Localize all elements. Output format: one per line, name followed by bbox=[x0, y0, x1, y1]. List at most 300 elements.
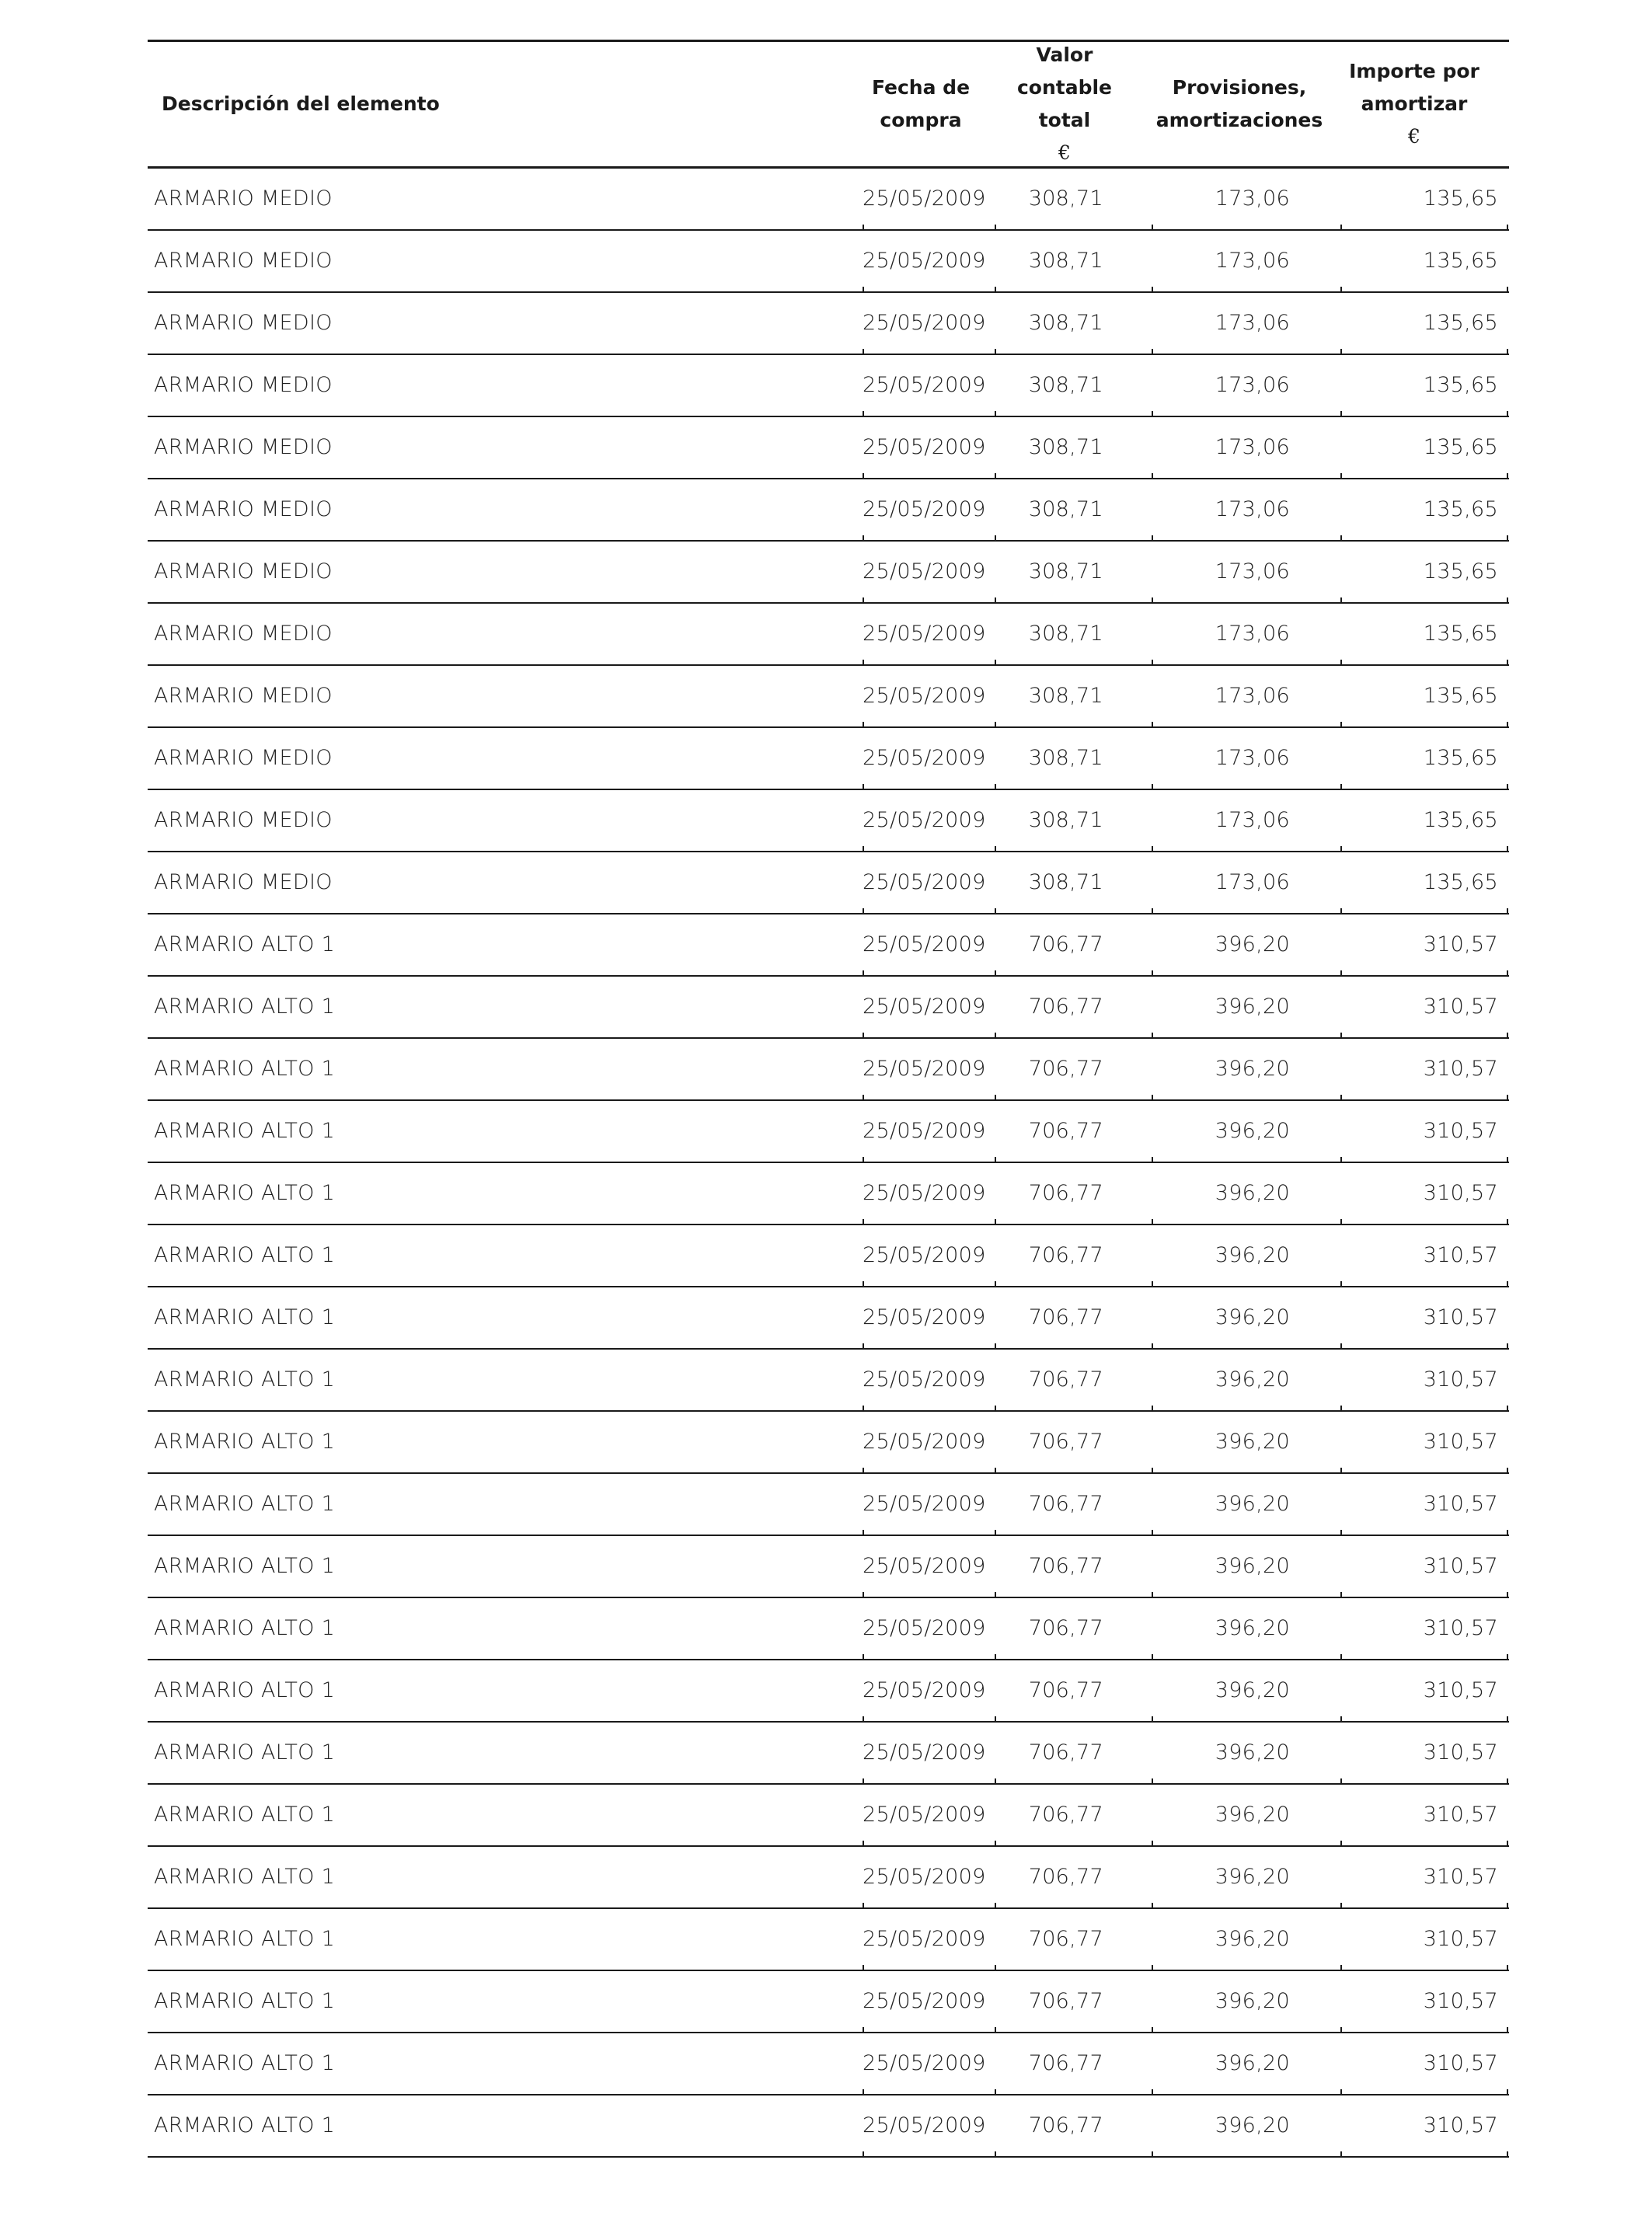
column-tick bbox=[863, 1841, 864, 1847]
row-purchase-date: 25/05/2009 bbox=[863, 1865, 986, 1889]
row-to-amortize: 310,57 bbox=[1423, 995, 1498, 1019]
row-book-value: 706,77 bbox=[1028, 1865, 1103, 1889]
column-tick bbox=[863, 784, 864, 790]
row-to-amortize: 310,57 bbox=[1423, 1119, 1498, 1143]
table-row bbox=[148, 1847, 1509, 1909]
row-description: ARMARIO ALTO 1 bbox=[154, 1927, 336, 1951]
table-row bbox=[148, 355, 1509, 417]
column-tick bbox=[1340, 1716, 1342, 1723]
row-to-amortize: 135,65 bbox=[1423, 622, 1498, 646]
table-row bbox=[148, 231, 1509, 293]
column-tick bbox=[1507, 1343, 1508, 1350]
row-book-value: 308,71 bbox=[1028, 684, 1103, 708]
column-tick bbox=[863, 1406, 864, 1412]
column-tick bbox=[995, 225, 996, 231]
table-row bbox=[148, 604, 1509, 666]
header-provisions-line1: Provisiones, bbox=[1172, 76, 1307, 99]
row-purchase-date: 25/05/2009 bbox=[863, 1678, 986, 1702]
column-tick bbox=[1152, 1343, 1153, 1350]
row-description: ARMARIO ALTO 1 bbox=[154, 1367, 336, 1392]
row-description: ARMARIO MEDIO bbox=[154, 808, 333, 832]
table-row bbox=[148, 293, 1509, 355]
row-purchase-date: 25/05/2009 bbox=[863, 186, 986, 211]
table-row bbox=[148, 1660, 1509, 1723]
column-tick bbox=[1507, 1778, 1508, 1785]
column-tick bbox=[863, 970, 864, 977]
row-book-value: 308,71 bbox=[1028, 373, 1103, 397]
column-tick bbox=[1507, 1654, 1508, 1660]
column-tick bbox=[995, 1219, 996, 1225]
column-tick bbox=[1340, 411, 1342, 417]
table-body bbox=[148, 169, 1509, 2158]
row-to-amortize: 310,57 bbox=[1423, 1367, 1498, 1392]
column-tick bbox=[995, 1716, 996, 1723]
table-row bbox=[148, 542, 1509, 604]
column-tick bbox=[863, 2151, 864, 2158]
row-book-value: 706,77 bbox=[1028, 1989, 1103, 2013]
row-book-value: 308,71 bbox=[1028, 746, 1103, 770]
row-to-amortize: 310,57 bbox=[1423, 1057, 1498, 1081]
row-purchase-date: 25/05/2009 bbox=[863, 373, 986, 397]
row-book-value: 308,71 bbox=[1028, 249, 1103, 273]
column-tick bbox=[1340, 1778, 1342, 1785]
table-row bbox=[148, 1101, 1509, 1163]
column-tick bbox=[1152, 1406, 1153, 1412]
column-tick bbox=[863, 597, 864, 604]
row-purchase-date: 25/05/2009 bbox=[863, 1305, 986, 1329]
row-to-amortize: 310,57 bbox=[1423, 1740, 1498, 1764]
column-tick bbox=[1152, 225, 1153, 231]
table-header bbox=[148, 42, 1509, 169]
row-description: ARMARIO MEDIO bbox=[154, 559, 333, 584]
column-tick bbox=[995, 349, 996, 355]
header-provisions-line2: amortizaciones bbox=[1155, 109, 1323, 131]
row-description: ARMARIO ALTO 1 bbox=[154, 1243, 336, 1267]
row-book-value: 308,71 bbox=[1028, 559, 1103, 584]
row-description: ARMARIO MEDIO bbox=[154, 684, 333, 708]
column-tick bbox=[1340, 1219, 1342, 1225]
column-tick bbox=[1340, 660, 1342, 666]
row-book-value: 308,71 bbox=[1028, 870, 1103, 894]
column-tick bbox=[1340, 1406, 1342, 1412]
column-tick bbox=[1152, 535, 1153, 542]
row-book-value: 706,77 bbox=[1028, 1243, 1103, 1267]
column-tick bbox=[863, 660, 864, 666]
row-provisions: 396,20 bbox=[1215, 1554, 1290, 1578]
table-row bbox=[148, 1971, 1509, 2033]
row-provisions: 396,20 bbox=[1215, 1305, 1290, 1329]
row-provisions: 396,20 bbox=[1215, 1243, 1290, 1267]
table-row bbox=[148, 1723, 1509, 1785]
row-to-amortize: 310,57 bbox=[1423, 1492, 1498, 1516]
row-book-value: 308,71 bbox=[1028, 311, 1103, 335]
row-provisions: 173,06 bbox=[1215, 622, 1290, 646]
column-tick bbox=[1507, 287, 1508, 293]
row-to-amortize: 310,57 bbox=[1423, 1305, 1498, 1329]
row-provisions: 173,06 bbox=[1215, 808, 1290, 832]
row-purchase-date: 25/05/2009 bbox=[863, 1492, 986, 1516]
column-tick bbox=[995, 1592, 996, 1598]
row-purchase-date: 25/05/2009 bbox=[863, 1367, 986, 1392]
column-tick bbox=[995, 660, 996, 666]
row-book-value: 706,77 bbox=[1028, 1057, 1103, 1081]
column-tick bbox=[995, 1654, 996, 1660]
column-tick bbox=[1152, 1095, 1153, 1101]
table-row bbox=[148, 728, 1509, 790]
column-tick bbox=[995, 2027, 996, 2033]
row-description: ARMARIO ALTO 1 bbox=[154, 2051, 336, 2075]
column-tick bbox=[1507, 535, 1508, 542]
row-book-value: 706,77 bbox=[1028, 1119, 1103, 1143]
column-tick bbox=[863, 287, 864, 293]
row-book-value: 308,71 bbox=[1028, 808, 1103, 832]
row-provisions: 396,20 bbox=[1215, 1181, 1290, 1205]
row-description: ARMARIO MEDIO bbox=[154, 249, 333, 273]
column-tick bbox=[1507, 1903, 1508, 1909]
column-tick bbox=[995, 1281, 996, 1287]
row-to-amortize: 135,65 bbox=[1423, 746, 1498, 770]
column-tick bbox=[1152, 660, 1153, 666]
row-book-value: 706,77 bbox=[1028, 1305, 1103, 1329]
column-tick bbox=[1507, 1033, 1508, 1039]
column-tick bbox=[1340, 1903, 1342, 1909]
column-tick bbox=[995, 722, 996, 728]
column-tick bbox=[863, 1716, 864, 1723]
row-provisions: 396,20 bbox=[1215, 1119, 1290, 1143]
header-description bbox=[162, 42, 440, 166]
column-tick bbox=[1507, 1841, 1508, 1847]
column-tick bbox=[1340, 287, 1342, 293]
column-tick bbox=[1507, 1095, 1508, 1101]
table-row bbox=[148, 1412, 1509, 1474]
column-tick bbox=[1507, 1281, 1508, 1287]
column-tick bbox=[1152, 784, 1153, 790]
row-description: ARMARIO ALTO 1 bbox=[154, 1989, 336, 2013]
table-row bbox=[148, 417, 1509, 479]
row-purchase-date: 25/05/2009 bbox=[863, 1119, 986, 1143]
row-description: ARMARIO MEDIO bbox=[154, 435, 333, 459]
row-book-value: 706,77 bbox=[1028, 1740, 1103, 1764]
table-row bbox=[148, 1287, 1509, 1350]
row-to-amortize: 135,65 bbox=[1423, 497, 1498, 521]
column-tick bbox=[1152, 1530, 1153, 1536]
column-tick bbox=[1507, 1406, 1508, 1412]
row-book-value: 706,77 bbox=[1028, 1492, 1103, 1516]
column-tick bbox=[1152, 1841, 1153, 1847]
row-description: ARMARIO ALTO 1 bbox=[154, 1740, 336, 1764]
row-provisions: 396,20 bbox=[1215, 932, 1290, 956]
row-purchase-date: 25/05/2009 bbox=[863, 746, 986, 770]
row-provisions: 173,06 bbox=[1215, 249, 1290, 273]
row-provisions: 396,20 bbox=[1215, 1057, 1290, 1081]
row-to-amortize: 135,65 bbox=[1423, 311, 1498, 335]
column-tick bbox=[1507, 225, 1508, 231]
column-tick bbox=[1340, 1965, 1342, 1971]
table-row bbox=[148, 1350, 1509, 1412]
row-to-amortize: 310,57 bbox=[1423, 2113, 1498, 2137]
column-tick bbox=[863, 349, 864, 355]
header-book-value bbox=[1002, 42, 1127, 166]
row-description: ARMARIO ALTO 1 bbox=[154, 1057, 336, 1081]
column-tick bbox=[1152, 2027, 1153, 2033]
column-tick bbox=[863, 1592, 864, 1598]
column-tick bbox=[1152, 473, 1153, 479]
column-tick bbox=[1152, 2151, 1153, 2158]
column-tick bbox=[1340, 1468, 1342, 1474]
column-tick bbox=[1340, 970, 1342, 977]
row-to-amortize: 135,65 bbox=[1423, 373, 1498, 397]
column-tick bbox=[995, 970, 996, 977]
row-book-value: 308,71 bbox=[1028, 497, 1103, 521]
column-tick bbox=[1152, 1965, 1153, 1971]
column-tick bbox=[1340, 1654, 1342, 1660]
column-tick bbox=[1340, 2089, 1342, 2095]
column-tick bbox=[995, 535, 996, 542]
column-tick bbox=[1507, 1468, 1508, 1474]
row-purchase-date: 25/05/2009 bbox=[863, 1057, 986, 1081]
column-tick bbox=[1340, 1530, 1342, 1536]
column-tick bbox=[995, 908, 996, 914]
row-to-amortize: 135,65 bbox=[1423, 808, 1498, 832]
column-tick bbox=[995, 1157, 996, 1163]
row-to-amortize: 310,57 bbox=[1423, 1430, 1498, 1454]
row-provisions: 173,06 bbox=[1215, 373, 1290, 397]
column-tick bbox=[1152, 1592, 1153, 1598]
row-to-amortize: 310,57 bbox=[1423, 1678, 1498, 1702]
column-tick bbox=[1340, 535, 1342, 542]
row-purchase-date: 25/05/2009 bbox=[863, 1181, 986, 1205]
table-row bbox=[148, 790, 1509, 852]
column-tick bbox=[1340, 1157, 1342, 1163]
column-tick bbox=[863, 535, 864, 542]
row-to-amortize: 310,57 bbox=[1423, 1243, 1498, 1267]
row-provisions: 173,06 bbox=[1215, 746, 1290, 770]
header-book-value-line1: Valor bbox=[1036, 44, 1093, 66]
column-tick bbox=[1340, 784, 1342, 790]
row-purchase-date: 25/05/2009 bbox=[863, 808, 986, 832]
column-tick bbox=[863, 1778, 864, 1785]
column-tick bbox=[1507, 2151, 1508, 2158]
row-to-amortize: 310,57 bbox=[1423, 2051, 1498, 2075]
column-tick bbox=[1507, 349, 1508, 355]
row-provisions: 173,06 bbox=[1215, 497, 1290, 521]
row-description: ARMARIO MEDIO bbox=[154, 497, 333, 521]
column-tick bbox=[995, 473, 996, 479]
row-provisions: 396,20 bbox=[1215, 1430, 1290, 1454]
row-book-value: 706,77 bbox=[1028, 1181, 1103, 1205]
column-tick bbox=[1340, 908, 1342, 914]
asset-table bbox=[148, 40, 1509, 2158]
column-tick bbox=[995, 1343, 996, 1350]
column-tick bbox=[1340, 1592, 1342, 1598]
row-purchase-date: 25/05/2009 bbox=[863, 1803, 986, 1827]
column-tick bbox=[1152, 349, 1153, 355]
row-description: ARMARIO ALTO 1 bbox=[154, 995, 336, 1019]
column-tick bbox=[1152, 908, 1153, 914]
row-description: ARMARIO ALTO 1 bbox=[154, 1181, 336, 1205]
row-purchase-date: 25/05/2009 bbox=[863, 311, 986, 335]
column-tick bbox=[1507, 846, 1508, 852]
column-tick bbox=[1340, 846, 1342, 852]
row-provisions: 396,20 bbox=[1215, 2113, 1290, 2137]
column-tick bbox=[863, 2027, 864, 2033]
column-tick bbox=[1340, 473, 1342, 479]
row-provisions: 396,20 bbox=[1215, 1678, 1290, 1702]
row-description: ARMARIO ALTO 1 bbox=[154, 1865, 336, 1889]
column-tick bbox=[995, 597, 996, 604]
column-tick bbox=[1507, 908, 1508, 914]
row-purchase-date: 25/05/2009 bbox=[863, 2051, 986, 2075]
row-provisions: 173,06 bbox=[1215, 684, 1290, 708]
row-purchase-date: 25/05/2009 bbox=[863, 1430, 986, 1454]
row-provisions: 396,20 bbox=[1215, 1865, 1290, 1889]
row-provisions: 396,20 bbox=[1215, 1989, 1290, 2013]
row-purchase-date: 25/05/2009 bbox=[863, 1989, 986, 2013]
column-tick bbox=[1152, 411, 1153, 417]
row-purchase-date: 25/05/2009 bbox=[863, 1927, 986, 1951]
row-provisions: 396,20 bbox=[1215, 1803, 1290, 1827]
column-tick bbox=[1340, 1033, 1342, 1039]
row-description: ARMARIO ALTO 1 bbox=[154, 1678, 336, 1702]
column-tick bbox=[1507, 660, 1508, 666]
row-to-amortize: 310,57 bbox=[1423, 1865, 1498, 1889]
column-tick bbox=[1152, 287, 1153, 293]
column-tick bbox=[863, 1654, 864, 1660]
euro-symbol: € bbox=[1058, 141, 1071, 164]
column-tick bbox=[1507, 1530, 1508, 1536]
column-tick bbox=[1507, 1965, 1508, 1971]
column-tick bbox=[863, 1219, 864, 1225]
column-tick bbox=[995, 1903, 996, 1909]
table-row bbox=[148, 1039, 1509, 1101]
column-tick bbox=[995, 1965, 996, 1971]
column-tick bbox=[1152, 1219, 1153, 1225]
column-tick bbox=[1507, 1219, 1508, 1225]
column-tick bbox=[1152, 970, 1153, 977]
column-tick bbox=[863, 908, 864, 914]
row-book-value: 706,77 bbox=[1028, 1554, 1103, 1578]
row-to-amortize: 135,65 bbox=[1423, 870, 1498, 894]
column-tick bbox=[1507, 784, 1508, 790]
column-tick bbox=[1507, 2027, 1508, 2033]
header-to-amortize-amortizar: amortizar bbox=[1361, 92, 1468, 115]
header-to-amortize bbox=[1337, 42, 1492, 166]
header-book-value-line3 bbox=[1017, 104, 1112, 169]
header-purchase-date-line1: Fecha de bbox=[871, 76, 971, 99]
header-purchase-date bbox=[863, 42, 979, 166]
column-tick bbox=[995, 1468, 996, 1474]
column-tick bbox=[1340, 1095, 1342, 1101]
row-to-amortize: 310,57 bbox=[1423, 932, 1498, 956]
table-row bbox=[148, 169, 1509, 231]
row-purchase-date: 25/05/2009 bbox=[863, 932, 986, 956]
column-tick bbox=[1152, 2089, 1153, 2095]
row-to-amortize: 310,57 bbox=[1423, 1989, 1498, 2013]
column-tick bbox=[863, 1095, 864, 1101]
column-tick bbox=[1152, 1716, 1153, 1723]
column-tick bbox=[995, 1033, 996, 1039]
column-tick bbox=[1340, 1841, 1342, 1847]
column-tick bbox=[1340, 225, 1342, 231]
row-purchase-date: 25/05/2009 bbox=[863, 684, 986, 708]
column-tick bbox=[863, 411, 864, 417]
table-row bbox=[148, 2095, 1509, 2158]
row-book-value: 706,77 bbox=[1028, 1803, 1103, 1827]
row-to-amortize: 310,57 bbox=[1423, 1616, 1498, 1640]
header-provisions bbox=[1150, 42, 1329, 166]
header-description-label: Descripción del elemento bbox=[162, 92, 440, 115]
row-purchase-date: 25/05/2009 bbox=[863, 2113, 986, 2137]
header-book-value-line2: contable bbox=[1016, 76, 1113, 99]
row-provisions: 396,20 bbox=[1215, 1740, 1290, 1764]
column-tick bbox=[863, 473, 864, 479]
row-purchase-date: 25/05/2009 bbox=[863, 1554, 986, 1578]
column-tick bbox=[995, 1841, 996, 1847]
row-provisions: 173,06 bbox=[1215, 186, 1290, 211]
header-book-value-total: total bbox=[1038, 109, 1091, 131]
column-tick bbox=[863, 1530, 864, 1536]
column-tick bbox=[863, 1033, 864, 1039]
row-provisions: 173,06 bbox=[1215, 435, 1290, 459]
row-book-value: 706,77 bbox=[1028, 995, 1103, 1019]
column-tick bbox=[1507, 722, 1508, 728]
row-description: ARMARIO MEDIO bbox=[154, 746, 333, 770]
row-purchase-date: 25/05/2009 bbox=[863, 1616, 986, 1640]
row-book-value: 706,77 bbox=[1028, 2051, 1103, 2075]
column-tick bbox=[1340, 1343, 1342, 1350]
column-tick bbox=[863, 846, 864, 852]
column-tick bbox=[1152, 1281, 1153, 1287]
row-description: ARMARIO ALTO 1 bbox=[154, 1803, 336, 1827]
row-description: ARMARIO ALTO 1 bbox=[154, 932, 336, 956]
column-tick bbox=[1507, 1157, 1508, 1163]
row-book-value: 706,77 bbox=[1028, 1927, 1103, 1951]
row-description: ARMARIO MEDIO bbox=[154, 311, 333, 335]
column-tick bbox=[1152, 1157, 1153, 1163]
row-to-amortize: 310,57 bbox=[1423, 1803, 1498, 1827]
table-row bbox=[148, 852, 1509, 914]
column-tick bbox=[1340, 1281, 1342, 1287]
column-tick bbox=[995, 2151, 996, 2158]
row-to-amortize: 135,65 bbox=[1423, 435, 1498, 459]
row-provisions: 396,20 bbox=[1215, 1367, 1290, 1392]
table-row bbox=[148, 666, 1509, 728]
row-to-amortize: 310,57 bbox=[1423, 1554, 1498, 1578]
row-purchase-date: 25/05/2009 bbox=[863, 249, 986, 273]
row-description: ARMARIO ALTO 1 bbox=[154, 1616, 336, 1640]
table-row bbox=[148, 914, 1509, 977]
row-provisions: 396,20 bbox=[1215, 2051, 1290, 2075]
column-tick bbox=[863, 1281, 864, 1287]
column-tick bbox=[1507, 411, 1508, 417]
column-tick bbox=[1340, 597, 1342, 604]
row-purchase-date: 25/05/2009 bbox=[863, 497, 986, 521]
row-description: ARMARIO MEDIO bbox=[154, 870, 333, 894]
column-tick bbox=[1507, 1716, 1508, 1723]
column-tick bbox=[863, 1965, 864, 1971]
header-purchase-date-line2: compra bbox=[880, 109, 962, 131]
column-tick bbox=[995, 2089, 996, 2095]
row-purchase-date: 25/05/2009 bbox=[863, 1740, 986, 1764]
table-row bbox=[148, 1909, 1509, 1971]
column-tick bbox=[995, 287, 996, 293]
row-book-value: 308,71 bbox=[1028, 622, 1103, 646]
column-tick bbox=[995, 846, 996, 852]
row-book-value: 706,77 bbox=[1028, 1616, 1103, 1640]
column-tick bbox=[863, 1468, 864, 1474]
row-to-amortize: 135,65 bbox=[1423, 684, 1498, 708]
row-description: ARMARIO ALTO 1 bbox=[154, 2113, 336, 2137]
